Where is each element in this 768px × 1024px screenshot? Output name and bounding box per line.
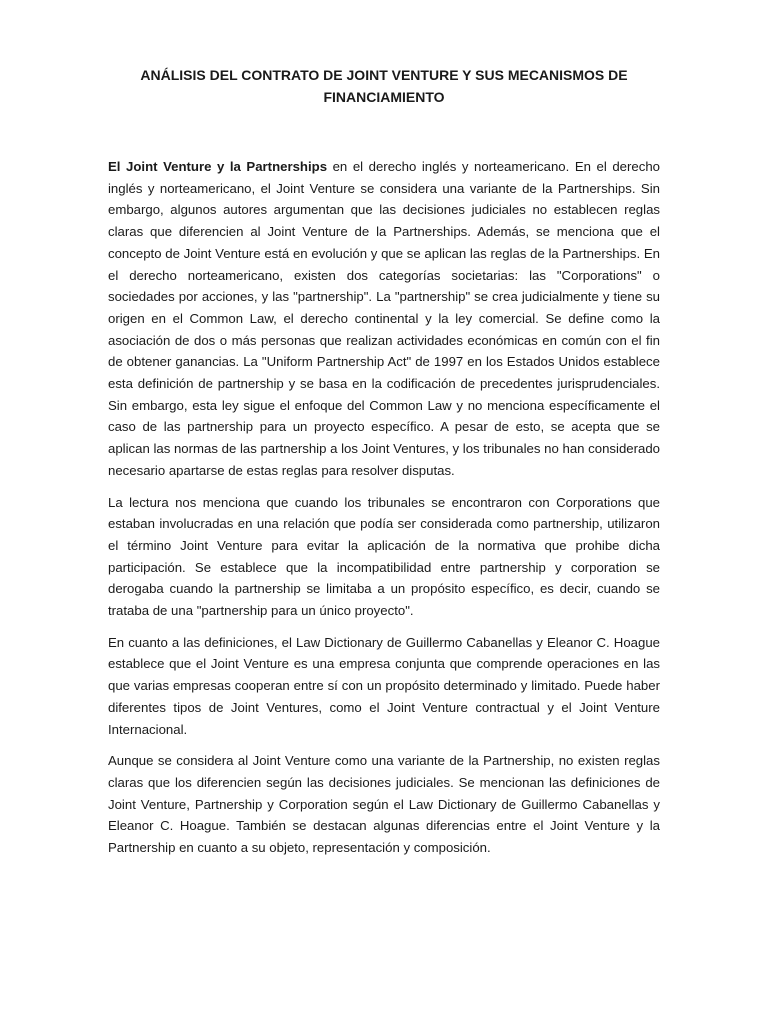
paragraph-4-text: Aunque se considera al Joint Venture como una variante de la Partnership, no existen reglas claras que los diferencien según las decisiones judiciales. Se mencionan las definiciones de Joint Venture, Partnership y Corporation según el Law Dictionary de Guillermo Cabanellas y Eleanor C. Hoague. También se destacan algunas diferencias entre el Joint Venture y la Partnership en cuanto a su objeto, representación y composición. <box>108 753 660 856</box>
paragraph-3-text: En cuanto a las definiciones, el Law Dictionary de Guillermo Cabanellas y Eleanor C. Hoague establece que el Joint Venture es una empresa conjunta que comprende operaciones en las que varias empresas cooperan entre sí con un propósito determinado y limitado. Puede haber diferentes tipos de Joint Ventures, como el Joint Venture contractual y el Joint Venture Internacional. <box>108 634 660 737</box>
document-page <box>108 64 660 869</box>
paragraph-3 <box>108 632 660 741</box>
paragraph-4 <box>108 750 660 859</box>
paragraph-2 <box>108 492 660 622</box>
paragraph-1 <box>108 156 660 482</box>
document-body <box>108 156 660 859</box>
document-title <box>108 64 660 108</box>
paragraph-1-text: en el derecho inglés y norteamericano. En el derecho inglés y norteamericano, el Joint Venture se considera una variante de la Partnerships. Sin embargo, algunos autores argumentan que las decisiones judiciales no establecen reglas claras que diferencien al Joint Venture de la Partnerships. Además, se menciona que el concepto de Joint Venture está en evolución y que se aplican las reglas de la Partnerships. En el derecho norteamericano, existen dos categorías societarias: las "Corporations" o sociedades por acciones, y las "partnership". La "partnership" se crea judicialmente y tiene su origen en el Common Law, el derecho continental y la ley comercial. Se define como la asociación de dos o más personas que realizan actividades económicas en común con el fin de obtener ganancias. La "Uniform Partnership Act" de 1997 en los Estados Unidos establece esta definición de partnership y se basa en la codificación de precedentes jurisprudenciales. Sin embargo, esta ley sigue el enfoque del Common Law y no menciona específicamente el caso de las partnership para un proyecto específico. A pesar de esto, se acepta que se aplican las normas de las partnership a los Joint Ventures, y los tribunales no han considerado necesario apartarse de estas reglas para resolver disputas. <box>108 159 661 478</box>
document-title-line-1: ANÁLISIS DEL CONTRATO DE JOINT VENTURE Y SUS MECANISMOS DE <box>140 67 628 83</box>
paragraph-2-text: La lectura nos menciona que cuando los tribunales se encontraron con Corporations que estaban involucradas en una relación que podía ser considerada como partnership, utilizaron el término Joint Venture para evitar la aplicación de la normativa que prohibe dicha participación. Se establece que la incompatibilidad entre partnership y corporation se derogaba cuando la partnership se limitaba a un propósito específico, es decir, cuando se trataba de una "partnership para un único proyecto". <box>108 494 660 619</box>
document-title-line-2: FINANCIAMIENTO <box>323 89 445 105</box>
paragraph-1-lead: El Joint Venture y la Partnerships <box>108 159 328 174</box>
